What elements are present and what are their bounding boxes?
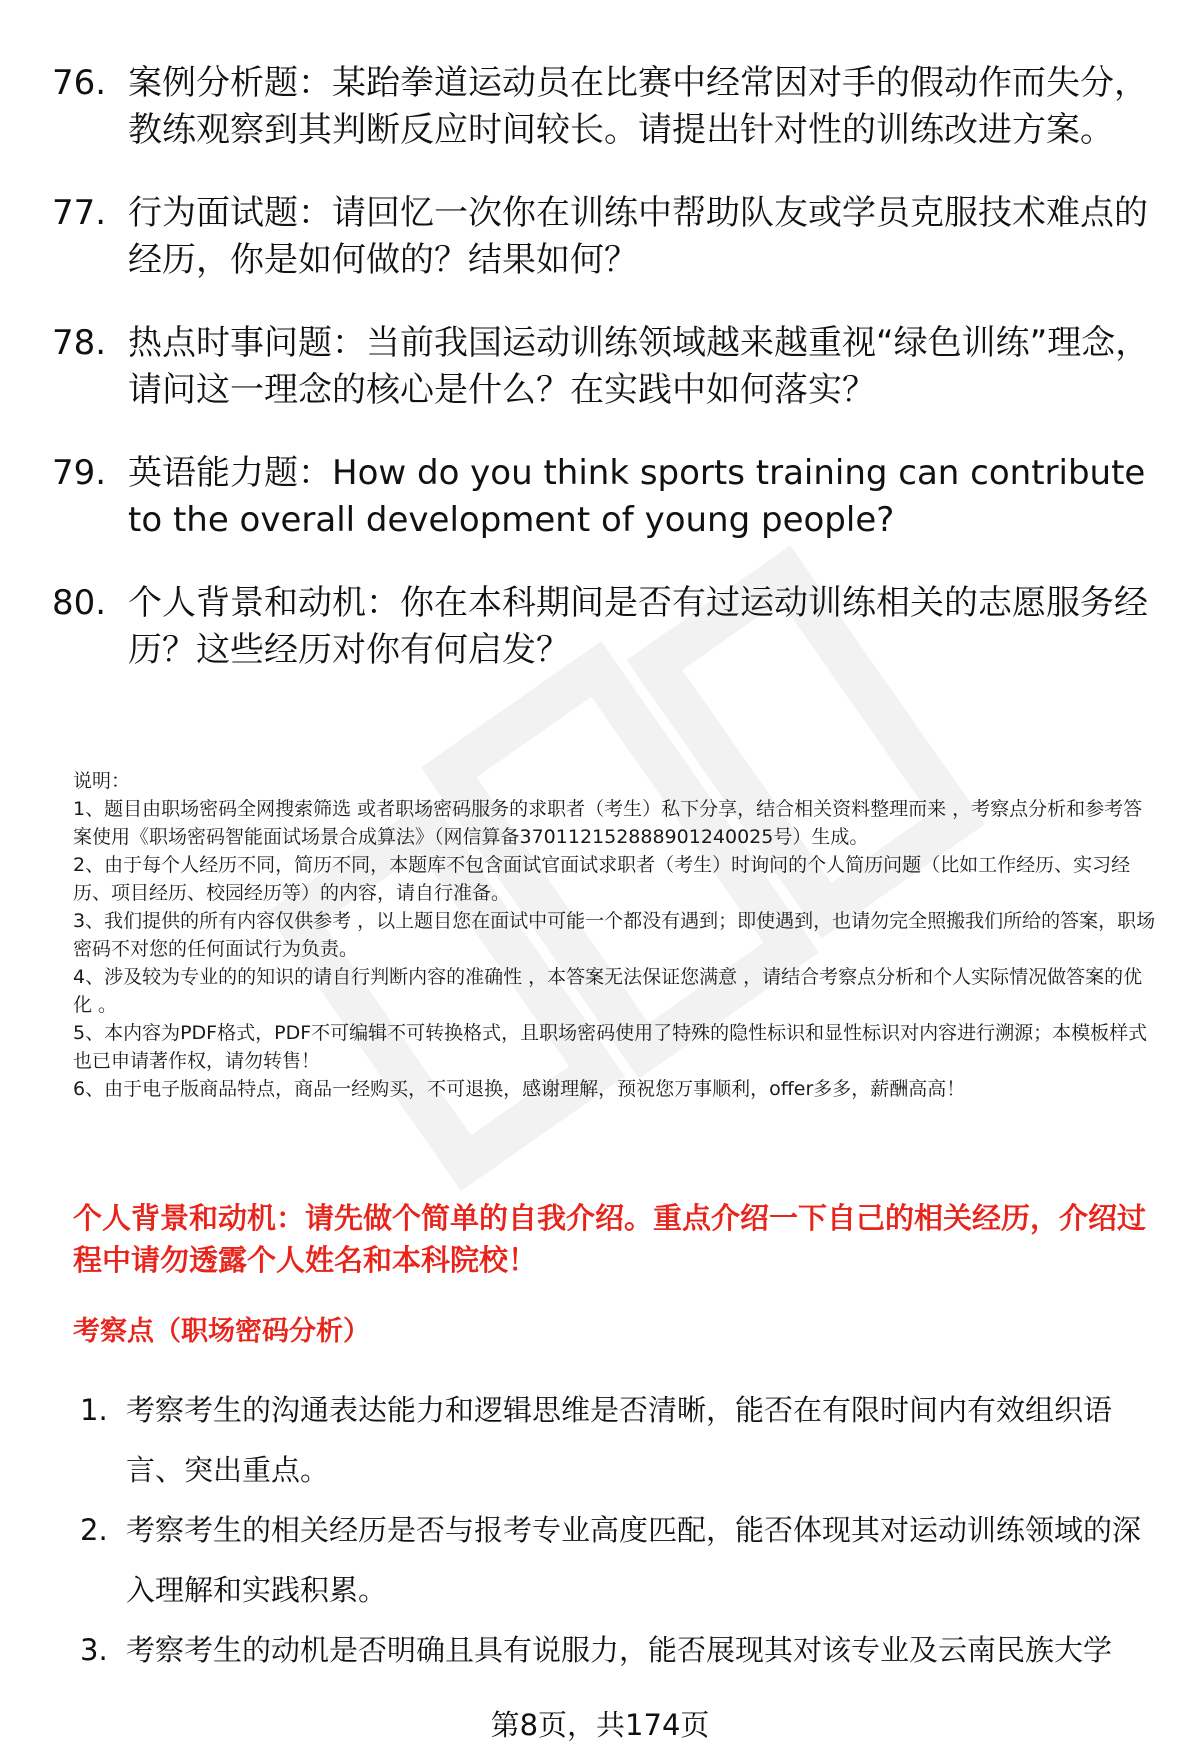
analysis-point — [80, 1380, 1155, 1500]
analysis-points — [80, 1380, 1155, 1680]
point-number: 2. — [80, 1513, 108, 1547]
question-item — [52, 450, 1152, 544]
section-question-title: 个人背景和动机：请先做个简单的自我介绍。重点介绍一下自己的相关经历，介绍过程中请勿透露个人姓名和本科院校！ — [73, 1201, 1147, 1277]
question-number: 77. — [52, 193, 107, 233]
question-number: 80. — [52, 583, 107, 623]
notes-section — [73, 767, 1158, 1103]
note-item: 5、本内容为PDF格式，PDF不可编辑不可转换格式，且职场密码使用了特殊的隐性标识和显性标识对内容进行溯源；本模板样式也已申请著作权，请勿转售！ — [73, 1022, 1148, 1072]
question-text: 案例分析题：某跆拳道运动员在比赛中经常因对手的假动作而失分，教练观察到其判断反应时间较长。请提出针对性的训练改进方案。 — [128, 63, 1148, 150]
question-item — [52, 580, 1152, 674]
note-item: 1、题目由职场密码全网搜索筛选 或者职场密码服务的求职者（考生）私下分享，结合相关资料整理而来 ，考察点分析和参考答案使用《职场密码智能面试场景合成算法》（网信算备370112152888901240025号）生成。 — [73, 798, 1143, 848]
point-number: 3. — [80, 1633, 108, 1667]
question-list — [52, 60, 1152, 710]
question-item — [52, 60, 1152, 154]
question-text: 行为面试题：请回忆一次你在训练中帮助队友或学员克服技术难点的经历，你是如何做的？结果如何？ — [128, 193, 1148, 280]
page-footer: 第8页，共174页 — [490, 1708, 710, 1742]
point-text: 考察考生的相关经历是否与报考专业高度匹配，能否体现其对运动训练领域的深入理解和实践积累。 — [126, 1513, 1142, 1607]
question-item — [52, 190, 1152, 284]
question-text: 热点时事问题：当前我国运动训练领域越来越重视“绿色训练”理念，请问这一理念的核心是什么？在实践中如何落实？ — [128, 323, 1150, 410]
question-number: 76. — [52, 63, 107, 103]
question-item — [52, 320, 1152, 414]
question-number: 79. — [52, 453, 107, 493]
question-text: 英语能力题：How do you think sports training can contribute to the overall development of young people? — [128, 453, 1146, 540]
point-text: 考察考生的沟通表达能力和逻辑思维是否清晰，能否在有限时间内有效组织语言、突出重点。 — [126, 1393, 1113, 1487]
note-item: 4、涉及较为专业的的知识的请自行判断内容的准确性 ，本答案无法保证您满意 ，请结合考察点分析和个人实际情况做答案的优化 。 — [73, 966, 1143, 1016]
note-item: 6、由于电子版商品特点，商品一经购买，不可退换，感谢理解，预祝您万事顺利，offer多多，薪酬高高！ — [73, 1078, 966, 1100]
analysis-point — [80, 1500, 1155, 1620]
analysis-point — [80, 1620, 1155, 1680]
question-text: 个人背景和动机：你在本科期间是否有过运动训练相关的志愿服务经历？这些经历对你有何启发？ — [128, 583, 1148, 670]
point-text: 考察考生的动机是否明确且具有说服力，能否展现其对该专业及云南民族大学 — [126, 1633, 1113, 1667]
point-number: 1. — [80, 1393, 108, 1427]
note-item: 3、我们提供的所有内容仅供参考 ，以上题目您在面试中可能一个都没有遇到；即使遇到，也请勿完全照搬我们所给的答案，职场密码不对您的任何面试行为负责。 — [73, 910, 1156, 960]
note-item: 2、由于每个人经历不同，简历不同，本题库不包含面试官面试求职者（考生）时询问的个人简历问题（比如工作经历、实习经历、项目经历、校园经历等）的内容，请自行准备。 — [73, 854, 1131, 904]
section-subtitle: 考察点（职场密码分析） — [73, 1316, 370, 1347]
question-number: 78. — [52, 323, 107, 363]
notes-title: 说明： — [73, 770, 131, 792]
